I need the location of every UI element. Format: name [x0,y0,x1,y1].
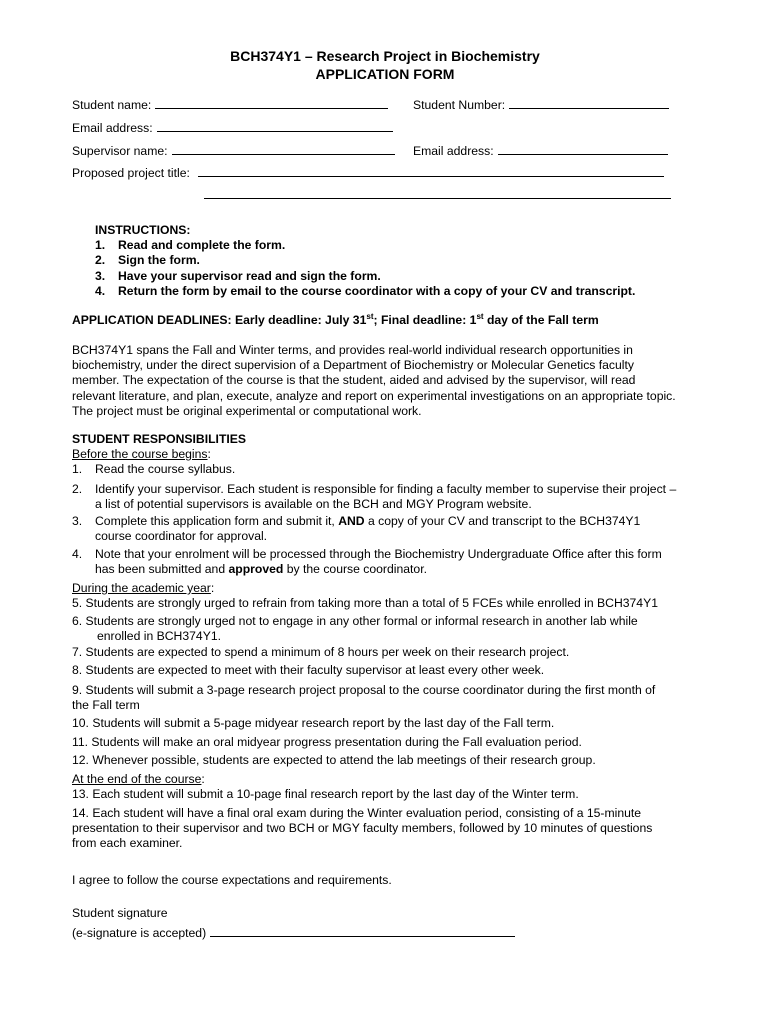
student-name-label: Student name: [72,98,152,112]
list-item: 9. Students will submit a 3-page research project proposal to the course coordinator during the first month of [72,683,656,697]
page-title: BCH374Y1 – Research Project in Biochemistry [230,48,540,64]
project-title-label: Proposed project title: [72,166,190,180]
list-item: 14. Each student will have a final oral exam during the Winter evaluation period, consisting of a 15-minute [72,806,642,820]
instruction-item: 3. Have your supervisor read and sign the form. [95,268,381,283]
responsibilities-heading: STUDENT RESPONSIBILITIES [72,432,247,446]
instructions-block [95,223,635,299]
instruction-item: 1. Read and complete the form. [95,238,286,253]
student-number-blank[interactable] [509,97,669,109]
supervisor-email-field[interactable] [413,143,668,159]
list-item: 8. Students are expected to meet with their faculty supervisor at least every other week. [72,663,545,677]
supervisor-name-field[interactable] [72,143,395,159]
signature-note: (e-signature is accepted) [72,926,207,940]
list-item-continuation: enrolled in BCH374Y1. [97,629,221,643]
student-name-field[interactable] [72,97,388,113]
before-course-heading: Before the course begins: [72,447,211,461]
signature-field[interactable] [72,925,515,941]
list-item: 2. Identify your supervisor. Each student is responsible for finding a faculty member to supervise their project – a list of potential supervisors is available on the BCH and MGY Program website. [72,482,677,512]
list-item-continuation: presentation to their supervisor and two BCH or MGY faculty members, followed by 10 minutes of questions [72,821,653,835]
instruction-item: 4. Return the form by email to the course coordinator with a copy of your CV and transcript. [95,283,636,298]
list-item: 11. Students will make an oral midyear progress presentation during the Fall evaluation period. [72,735,582,749]
agreement-statement: I agree to follow the course expectations and requirements. [72,873,392,887]
instructions-heading: INSTRUCTIONS: [95,223,191,237]
project-title-second-line[interactable] [204,187,671,203]
list-item: 10. Students will submit a 5-page midyear research report by the last day of the Fall term. [72,716,555,730]
supervisor-name-label: Supervisor name: [72,144,168,158]
list-item: 1. Read the course syllabus. [72,462,236,476]
list-item: 3. Complete this application form and submit it, AND a copy of your CV and transcript to the BCH374Y1 course coordinator for approval. [72,514,641,544]
end-of-course-heading: At the end of the course: [72,772,205,786]
list-item: 4. Note that your enrolment will be processed through the Biochemistry Undergraduate Office after this form has been submitted and approved by the course coordinator. [72,547,662,577]
page-subtitle: APPLICATION FORM [315,66,455,82]
signature-label: Student signature [72,906,168,920]
supervisor-email-label: Email address: [413,144,494,158]
project-title-blank-2[interactable] [204,187,671,199]
student-number-label: Student Number: [413,98,506,112]
project-title-blank[interactable] [198,165,664,177]
list-item: 7. Students are expected to spend a minimum of 8 hours per week on their research project. [72,645,570,659]
during-year-heading: During the academic year: [72,581,215,595]
list-item: 12. Whenever possible, students are expected to attend the lab meetings of their research group. [72,753,596,767]
list-item: 5. Students are strongly urged to refrain from taking more than a total of 5 FCEs while enrolled in BCH374Y1 [72,596,658,610]
list-item: 6. Students are strongly urged not to engage in any other formal or informal research in another lab while [72,614,638,628]
course-description: BCH374Y1 spans the Fall and Winter terms, and provides real-world individual research opportunities in biochemistry, under the direct supervision of a Department of Biochemistry or Molecular Genetics faculty member. The expectation of the course is that the student, aided and advised by the supervisor, will read relevant literature, and plan, execute, analyze and report on experimental investigations on an appropriate topic. The project must be original experimental or computational work. [72,343,676,418]
list-item-continuation: from each examiner. [72,836,183,850]
signature-blank[interactable] [210,925,515,937]
email-address-blank[interactable] [157,120,393,132]
email-address-label: Email address: [72,121,153,135]
supervisor-name-blank[interactable] [172,143,395,155]
student-name-blank[interactable] [155,97,388,109]
student-number-field[interactable] [413,97,669,113]
list-item-continuation: the Fall term [72,698,140,712]
instruction-item: 2. Sign the form. [95,253,200,268]
list-item: 13. Each student will submit a 10-page final research report by the last day of the Winter term. [72,787,579,801]
email-address-field[interactable] [72,120,393,136]
supervisor-email-blank[interactable] [498,143,668,155]
project-title-field[interactable] [72,165,664,181]
application-deadlines: APPLICATION DEADLINES: Early deadline: July 31st; Final deadline: 1st day of the Fall term [72,311,599,327]
